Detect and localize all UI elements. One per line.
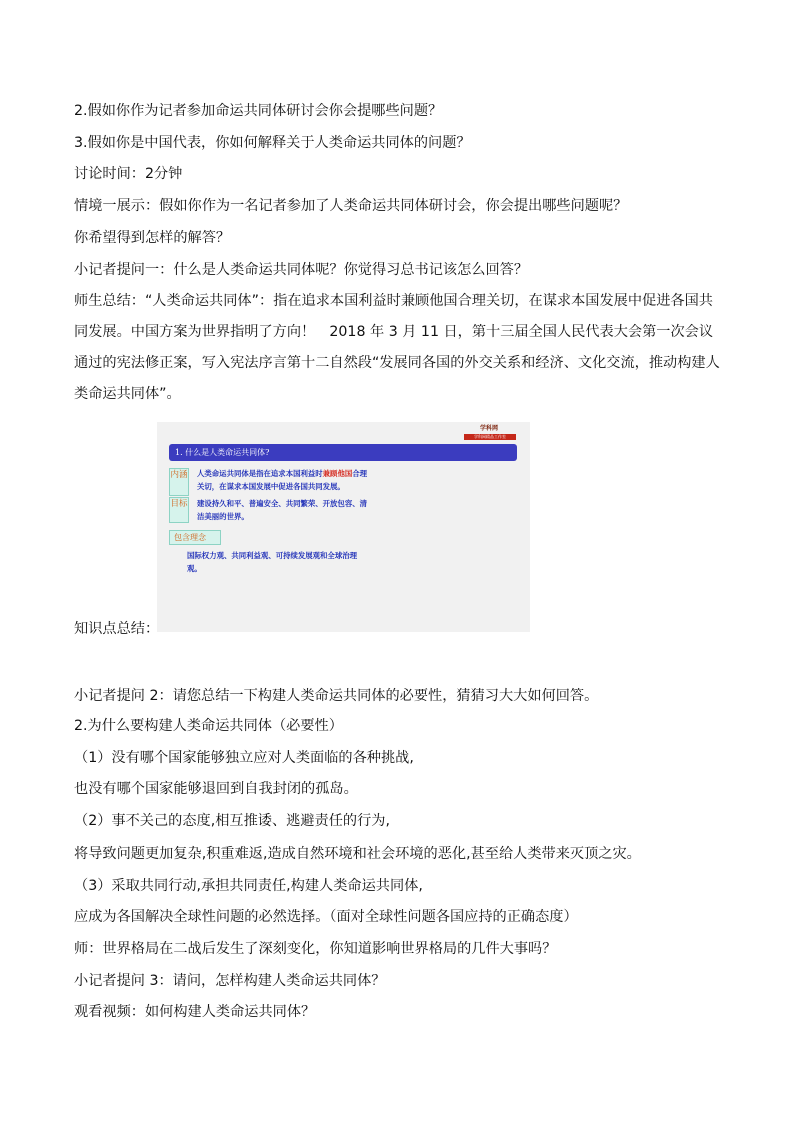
tag-mubiao: 目标	[169, 497, 189, 523]
reporter-question-1: 小记者提问一：什么是人类命运共同体呢？你觉得习总书记该怎么回答？	[74, 262, 529, 278]
discussion-time: 讨论时间：2分钟	[74, 166, 183, 182]
slide-logo: 学科网	[479, 425, 498, 432]
slide-header: 1. 什么是人类命运共同体?	[169, 444, 517, 461]
point-2-cont: 将导致问题更加复杂,积重难返,造成自然环境和社会环境的恶化,甚至给人类带来灭顶之灾。	[74, 846, 641, 862]
teacher-question: 师：世界格局在二战后发生了深刻变化，你知道影响世界格局的几件大事吗？	[74, 941, 557, 957]
slide-baohan-line1: 国际权力观、共同利益观、可持续发展观和全球治理	[187, 551, 357, 560]
knowledge-summary-label: 知识点总结：	[74, 621, 160, 637]
point-3-cont: 应成为各国解决全球性问题的必然选择。（面对全球性问题各国应持的正确态度）	[74, 909, 578, 925]
slide-image	[157, 422, 530, 632]
question-3: 3.假如你是中国代表，你如何解释关于人类命运共同体的问题？	[74, 135, 471, 151]
teacher-summary: 师生总结：“人类命运共同体”：指在追求本国利益时兼顾他国合理关切，在谋求本国发展中促进各国共同发展。中国方案为世界指明了方向！ 2018 年 3 月 11 日，第十三届全国人民代表大会第一次会议通过的宪法修正案，写入宪法序言第十二自然段“发展同各国的外交关系和经济、文化交流，推动构建人类命运共同体”。	[74, 293, 720, 402]
slide-baohan-line2: 观。	[187, 564, 202, 573]
point-1: （1）没有哪个国家能够独立应对人类面临的各种挑战,	[74, 750, 414, 766]
slide-neihan-line2: 关切，在谋求本国发展中促进各国共同发展。	[197, 482, 345, 491]
reporter-question-3: 小记者提问 3：请问，怎样构建人类命运共同体？	[74, 973, 386, 989]
tag-neihan: 内涵	[169, 468, 189, 496]
reporter-question-2: 小记者提问 2：请您总结一下构建人类命运共同体的必要性，猜猜习大大如何回答。	[74, 688, 599, 704]
scenario-one: 情境一展示：假如你作为一名记者参加了人类命运共同体研讨会，你会提出哪些问题呢？	[74, 198, 628, 214]
tag-baohan: 包含理念	[169, 530, 221, 545]
point-2: （2）事不关己的态度,相互推诿、逃避责任的行为,	[74, 813, 390, 829]
slide-mubiao-line2: 洁美丽的世界。	[197, 512, 249, 521]
watch-video: 观看视频：如何构建人类命运共同体？	[74, 1004, 316, 1020]
point-3: （3）采取共同行动,承担共同责任,构建人类命运共同体,	[74, 878, 423, 894]
slide-mubiao-line1: 建设持久和平、普遍安全、共同繁荣、开放包容、清	[197, 499, 367, 508]
point-1-cont: 也没有哪个国家能够退回到自我封闭的孤岛。	[74, 781, 358, 797]
slide-neihan-line1: 人类命运共同体是指在追求本国利益时兼顾他国合理	[197, 469, 368, 478]
scenario-one-cont: 你希望得到怎样的解答？	[74, 230, 231, 246]
necessity-heading: 2.为什么要构建人类命运共同体（必要性）	[74, 718, 343, 734]
question-2: 2.假如你作为记者参加命运共同体研讨会你会提哪些问题？	[74, 103, 443, 119]
slide-logo-bar: 学科网精品工作室	[464, 434, 516, 440]
